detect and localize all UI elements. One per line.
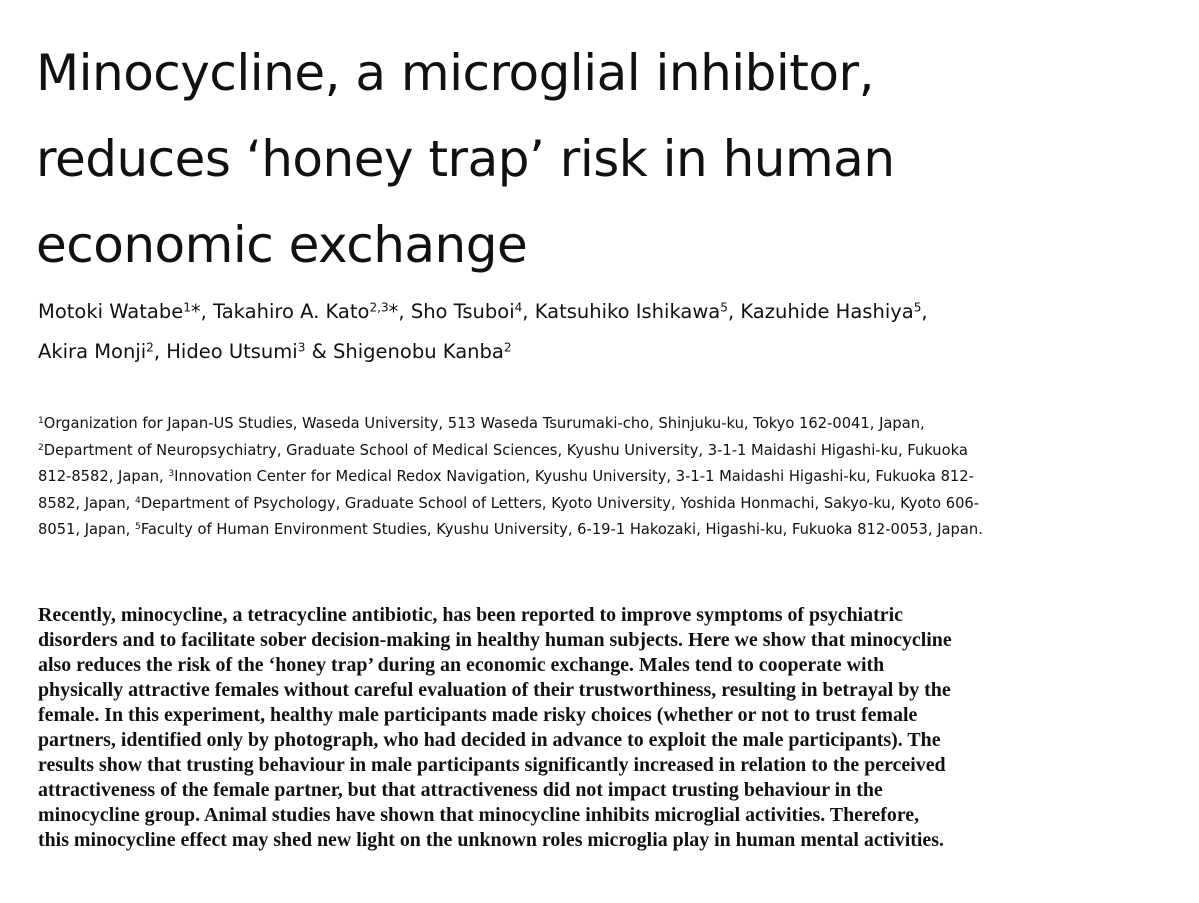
author-line	[38, 292, 1168, 332]
abstract-line: also reduces the risk of the ‘honey trap’ during an economic exchange. Males tend to cooperate with	[38, 654, 885, 676]
abstract-line: female. In this experiment, healthy male participants made risky choices (whether or not to trust female	[38, 704, 918, 726]
title-line: Minocycline, a microglial inhibitor,	[36, 44, 874, 102]
author-name: Motoki Watabe	[38, 300, 184, 323]
corresponding-mark: *	[388, 300, 399, 323]
abstract-line: results show that trusting behaviour in male participants significantly increased in relation to the perceived	[38, 754, 946, 776]
abstract	[38, 603, 1168, 853]
author-line	[38, 332, 1168, 372]
author-affiliation-ref: 2	[503, 340, 512, 355]
affiliation-number: 3	[168, 469, 175, 480]
author-separator: ,	[398, 300, 411, 323]
author-name: Shigenobu Kanba	[333, 340, 504, 363]
paper-title	[36, 30, 1176, 288]
affiliation-line	[38, 517, 1163, 544]
affiliation-line	[38, 438, 1163, 465]
author-affiliation-ref: 4	[514, 300, 523, 315]
abstract-line: physically attractive females without careful evaluation of their trustworthiness, resulting in betrayal by the	[38, 679, 951, 701]
affiliation-text: Department of Neuropsychiatry, Graduate School of Medical Sciences, Kyushu University, 3-1-1 Maidashi Higashi-ku, Fukuoka	[43, 441, 968, 459]
title-line: reduces ‘honey trap’ risk in human	[36, 130, 895, 188]
author-affiliation-ref: 2,3	[369, 300, 389, 315]
affiliation-text: 812-8582, Japan,	[38, 468, 169, 486]
affiliation-text: 8051, Japan,	[38, 521, 136, 539]
affiliation-number: 5	[135, 522, 141, 533]
author-name: Kazuhide Hashiya	[740, 300, 914, 323]
affiliation-line	[38, 464, 1163, 491]
author-separator: ,	[153, 340, 167, 363]
author-separator: ,	[727, 300, 741, 323]
abstract-line: Recently, minocycline, a tetracycline antibiotic, has been reported to improve symptoms of psychiatric	[38, 604, 903, 626]
affiliation-text: 8582, Japan,	[38, 494, 136, 512]
affiliation-number: 2	[38, 442, 44, 453]
affiliation-line	[38, 411, 1163, 438]
author-affiliation-ref: 1	[183, 300, 191, 315]
author-name: Katsuhiko Ishikawa	[534, 300, 721, 323]
title-line: economic exchange	[36, 216, 528, 274]
author-name: Akira Monji	[38, 340, 147, 363]
affiliation-line	[38, 491, 1163, 518]
author-list	[38, 292, 1168, 372]
author-separator: ,	[921, 300, 928, 323]
affiliation-text: Organization for Japan-US Studies, Waseda University, 513 Waseda Tsurumaki-cho, Shinjuku-ku, Tokyo 162-0041, Japan,	[43, 415, 925, 432]
author-name: Takahiro A. Kato	[213, 300, 370, 323]
affiliations	[38, 411, 1163, 544]
author-separator: ,	[200, 300, 214, 323]
abstract-line: this minocycline effect may shed new light on the unknown roles microglia play in human mental activities.	[38, 829, 944, 851]
corresponding-mark: *	[190, 300, 201, 323]
affiliation-number: 4	[135, 495, 141, 506]
author-separator: &	[305, 340, 333, 363]
author-name: Hideo Utsumi	[166, 340, 298, 363]
affiliation-text: Department of Psychology, Graduate School of Letters, Kyoto University, Yoshida Honmachi, Sakyo-ku, Kyoto 606-	[140, 494, 980, 512]
abstract-line: minocycline group. Animal studies have shown that minocycline inhibits microglial activities. Therefore,	[38, 804, 920, 826]
abstract-line: disorders and to facilitate sober decision-making in healthy human subjects. Here we show that minocycline	[38, 629, 952, 651]
affiliation-number: 1	[38, 416, 44, 426]
author-affiliation-ref: 2	[146, 340, 154, 355]
author-name: Sho Tsuboi	[410, 300, 515, 323]
author-affiliation-ref: 5	[720, 300, 728, 315]
affiliation-text: Faculty of Human Environment Studies, Kyushu University, 6-19-1 Hakozaki, Higashi-ku, Fukuoka 812-0053, Japan.	[140, 521, 983, 539]
abstract-line: partners, identified only by photograph, who had decided in advance to exploit the male participants). The	[38, 729, 941, 751]
author-affiliation-ref: 5	[913, 300, 922, 315]
author-separator: ,	[522, 300, 535, 323]
author-affiliation-ref: 3	[297, 340, 306, 355]
affiliation-text: Innovation Center for Medical Redox Navigation, Kyushu University, 3-1-1 Maidashi Higashi-ku, Fukuoka 812-	[174, 468, 974, 486]
abstract-line: attractiveness of the female partner, but that attractiveness did not impact trusting behaviour in the	[38, 779, 883, 801]
